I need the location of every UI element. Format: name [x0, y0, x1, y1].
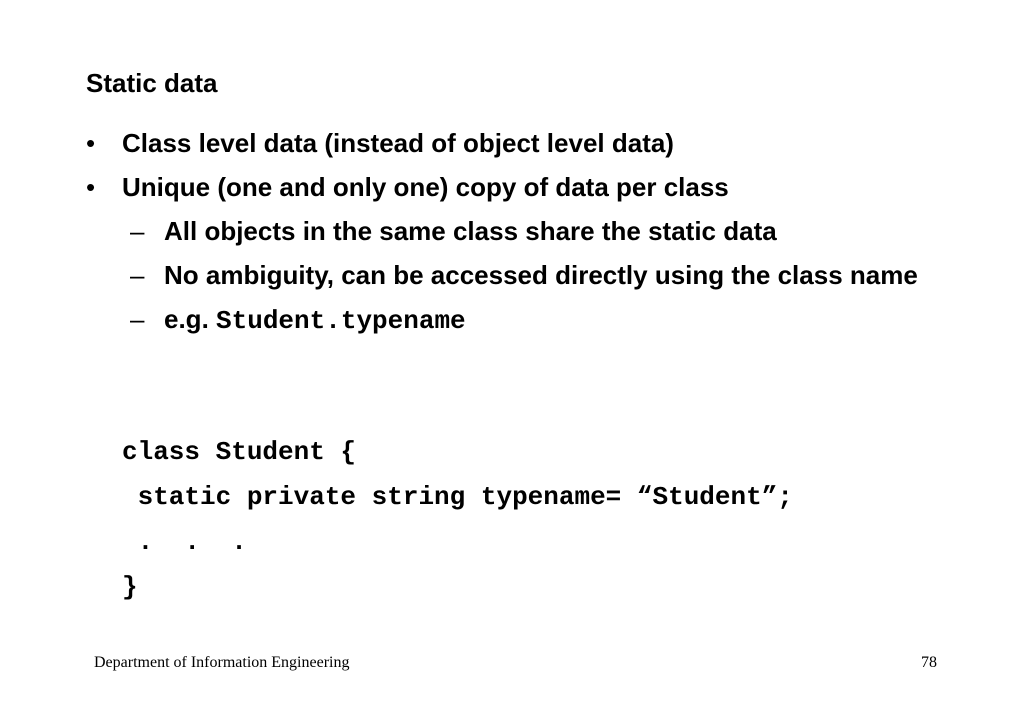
footer-page-number: 78 — [921, 654, 937, 671]
footer-department: Department of Information Engineering — [94, 654, 350, 671]
bullet-mark: • — [86, 128, 96, 158]
sub-bullet-item — [86, 256, 946, 294]
dash-mark: – — [130, 216, 145, 246]
bullet-list — [86, 124, 946, 346]
code-block — [122, 430, 793, 610]
bullet-text: Class level data (instead of object level data) — [122, 128, 674, 158]
bullet-text: Unique (one and only one) copy of data per class — [122, 172, 729, 202]
sub-bullet-item — [86, 300, 946, 340]
bullet-item — [86, 124, 946, 162]
inline-code: Student.typename — [216, 306, 466, 336]
dash-mark: – — [130, 304, 145, 334]
dash-mark: – — [130, 260, 145, 290]
slide-title: Static data — [86, 68, 218, 98]
bullet-item — [86, 168, 946, 206]
code-line: . . . — [122, 527, 247, 557]
sub-bullet-item — [86, 212, 946, 250]
code-line: class Student { — [122, 437, 357, 467]
sub-bullet-text: No ambiguity, can be accessed directly using the class name — [164, 260, 918, 290]
sub-bullet-text: All objects in the same class share the static data — [164, 216, 777, 246]
code-line: static private string typename= “Student”; — [122, 482, 793, 512]
sub-bullet-prefix: e.g. — [164, 304, 217, 334]
code-line: } — [122, 572, 138, 602]
bullet-mark: • — [86, 172, 96, 202]
